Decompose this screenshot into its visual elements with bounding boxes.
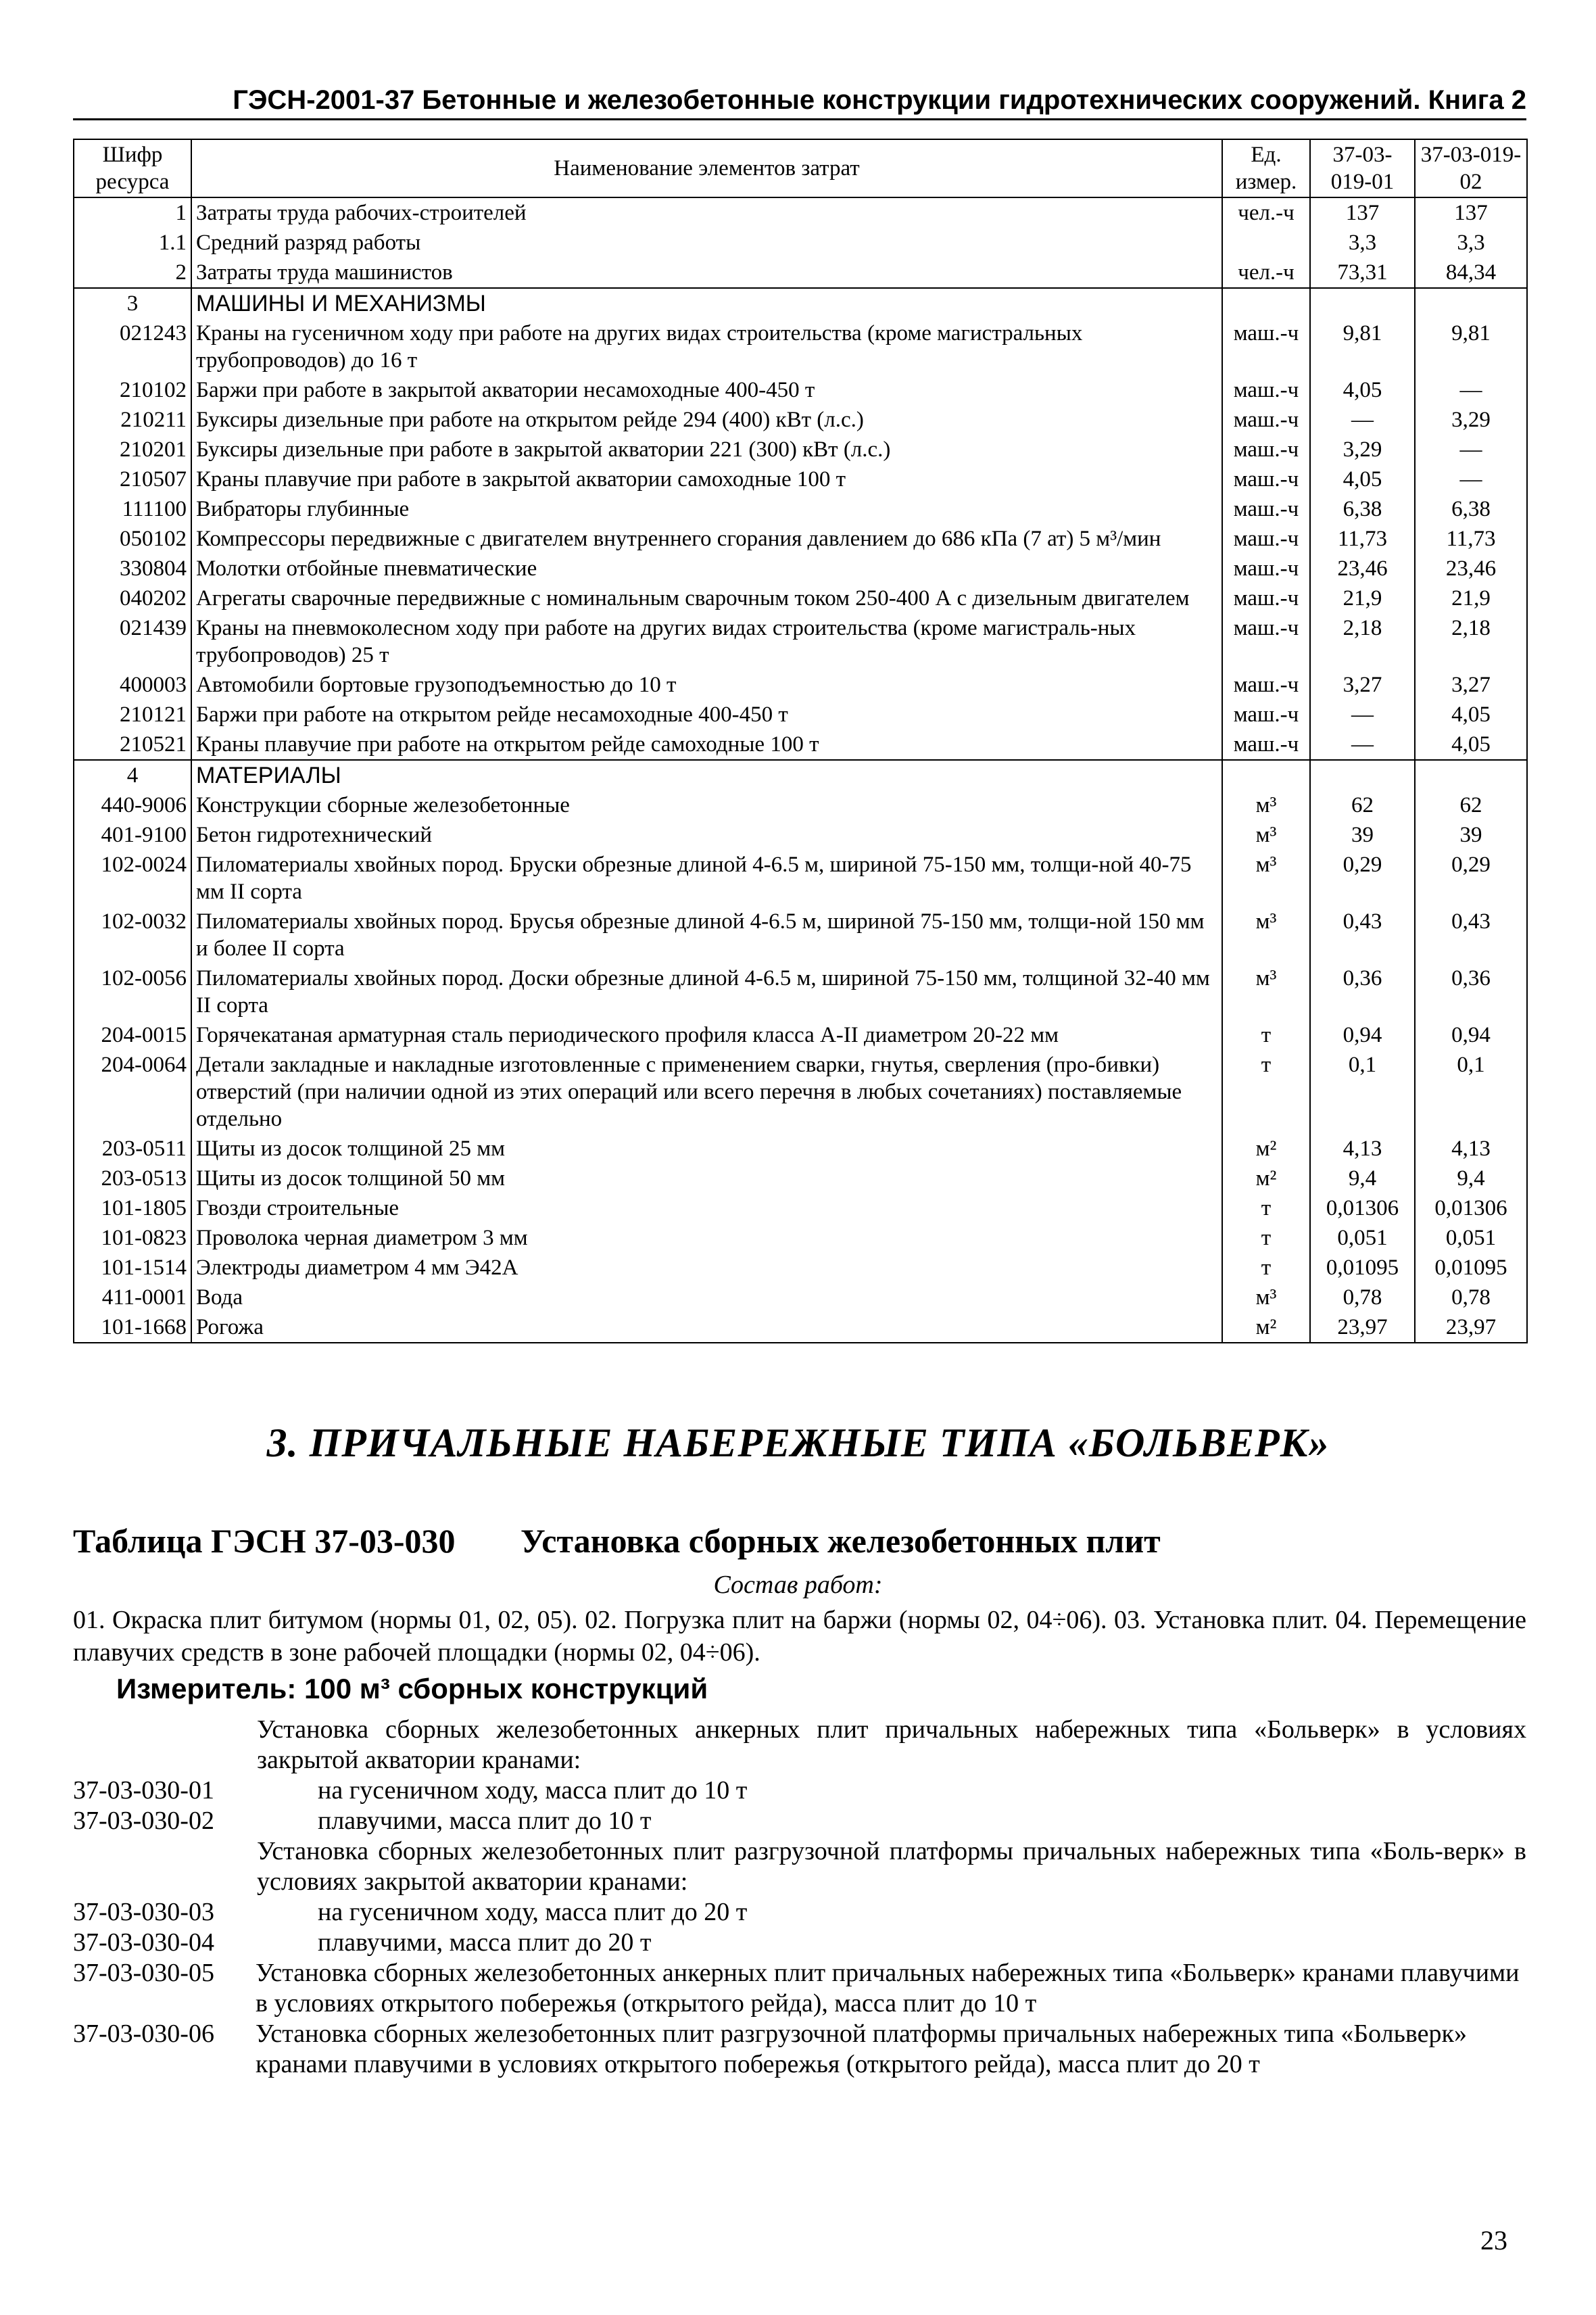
value-col1: 0,36 (1310, 963, 1415, 1020)
norm-code: 37-03-030-01 (73, 1776, 214, 1805)
resource-name: Затраты труда машинистов (191, 258, 1222, 288)
value-col1: 0,29 (1310, 850, 1415, 907)
table-row (74, 494, 1527, 524)
resource-unit: м² (1222, 1134, 1310, 1164)
resource-name: Конструкции сборные железобетонные (191, 790, 1222, 820)
resource-unit: маш.-ч (1222, 670, 1310, 700)
resource-code: 101-1805 (74, 1193, 191, 1223)
value-col2: 137 (1415, 197, 1527, 228)
value-col1: 0,94 (1310, 1020, 1415, 1050)
value-col2: 9,81 (1415, 318, 1527, 375)
norm-row (73, 1806, 1526, 1836)
norm-code: 37-03-030-03 (73, 1898, 214, 1926)
resource-unit: м³ (1222, 790, 1310, 820)
value-col1: 0,43 (1310, 907, 1415, 963)
table-row (74, 1134, 1527, 1164)
table-row (74, 405, 1527, 435)
norm-text: Установка сборных железобетонных анкерных плит причальных набережных типа «Больверк» кранами плавучими в условиях открытого побережья (открытого рейда), масса плит до 10 т (256, 1959, 1520, 2018)
resource-name: Пиломатериалы хвойных пород. Бруски обрезные длиной 4-6.5 м, шириной 75-150 мм, толщи-ной 40-75 мм II сорта (191, 850, 1222, 907)
resource-code: 210521 (74, 730, 191, 760)
resource-name: Буксиры дизельные при работе на открытом рейде 294 (400) кВт (л.с.) (191, 405, 1222, 435)
table-row (74, 228, 1527, 258)
value-col2: 0,051 (1415, 1223, 1527, 1253)
section-title: 3. ПРИЧАЛЬНЫЕ НАБЕРЕЖНЫЕ ТИПА «БОЛЬВЕРК» (266, 1421, 1330, 1465)
value-col1: 73,31 (1310, 258, 1415, 288)
norm-text: на гусеничном ходу, масса плит до 20 т (318, 1898, 748, 1926)
value-col2: 0,1 (1415, 1050, 1527, 1134)
resource-unit: м² (1222, 1312, 1310, 1343)
value-col1: 9,81 (1310, 318, 1415, 375)
resource-unit: маш.-ч (1222, 494, 1310, 524)
resource-code: 102-0024 (74, 850, 191, 907)
resource-name: Рогожа (191, 1312, 1222, 1343)
empty-cell (1415, 288, 1527, 318)
empty-cell (1310, 760, 1415, 790)
value-col1: 4,13 (1310, 1134, 1415, 1164)
table-row (74, 197, 1527, 228)
table-row (74, 700, 1527, 730)
value-col1: 39 (1310, 820, 1415, 850)
value-col2: 0,36 (1415, 963, 1527, 1020)
resource-name: Электроды диаметром 4 мм Э42А (191, 1253, 1222, 1283)
norm-group-1: Установка сборных железобетонных анкерных плит причальных набережных типа «Больверк» в условиях закрытой акватории кранами: (257, 1715, 1526, 1774)
table-row (74, 554, 1527, 583)
resource-code: 203-0513 (74, 1164, 191, 1193)
table-row (74, 1193, 1527, 1223)
section-number: 4 (74, 760, 191, 790)
resource-code: 210102 (74, 375, 191, 405)
resource-code: 400003 (74, 670, 191, 700)
resource-code: 210211 (74, 405, 191, 435)
table-row (74, 1164, 1527, 1193)
resource-name: Краны на гусеничном ходу при работе на других видах строительства (кроме магистральных трубопроводов) до 16 т (191, 318, 1222, 375)
resource-code: 050102 (74, 524, 191, 554)
value-col2: 2,18 (1415, 613, 1527, 670)
resource-code: 101-0823 (74, 1223, 191, 1253)
resource-unit: чел.-ч (1222, 197, 1310, 228)
table-row (74, 524, 1527, 554)
empty-cell (1222, 288, 1310, 318)
resource-name: Бетон гидротехнический (191, 820, 1222, 850)
value-col1: 23,97 (1310, 1312, 1415, 1343)
resource-code: 021243 (74, 318, 191, 375)
resource-unit: маш.-ч (1222, 405, 1310, 435)
value-col2: 84,34 (1415, 258, 1527, 288)
table-row (74, 464, 1527, 494)
resource-unit: т (1222, 1193, 1310, 1223)
value-col2: 11,73 (1415, 524, 1527, 554)
norm-row (73, 1958, 1526, 2019)
value-col2: 4,05 (1415, 700, 1527, 730)
value-col2: 4,13 (1415, 1134, 1527, 1164)
section-number: 3 (74, 288, 191, 318)
value-col1: 3,27 (1310, 670, 1415, 700)
resource-name: Баржи при работе в закрытой акватории несамоходные 400-450 т (191, 375, 1222, 405)
value-col1: 2,18 (1310, 613, 1415, 670)
value-col2: 23,46 (1415, 554, 1527, 583)
value-col2: 6,38 (1415, 494, 1527, 524)
norm-group-2: Установка сборных железобетонных плит разгрузочной платформы причальных набережных типа «Боль-верк» в условиях закрытой акватории кранами: (257, 1837, 1526, 1896)
empty-cell (1222, 760, 1310, 790)
resource-name: Краны плавучие при работе в закрытой акватории самоходные 100 т (191, 464, 1222, 494)
resource-unit: м³ (1222, 820, 1310, 850)
value-col1: 23,46 (1310, 554, 1415, 583)
value-col2: 62 (1415, 790, 1527, 820)
table-row (74, 820, 1527, 850)
norm-row (73, 1928, 1526, 1958)
table-label: Таблица ГЭСН 37-03-030 (73, 1522, 456, 1560)
value-col1: 137 (1310, 197, 1415, 228)
section-heading: МАТЕРИАЛЫ (191, 760, 1222, 790)
resource-code: 440-9006 (74, 790, 191, 820)
resource-name: Щиты из досок толщиной 25 мм (191, 1134, 1222, 1164)
page-header: ГЭСН-2001-37 Бетонные и железобетонные конструкции гидротехнических сооружений. Книга 2 (73, 80, 1526, 120)
resource-code: 021439 (74, 613, 191, 670)
resource-name: Проволока черная диаметром 3 мм (191, 1223, 1222, 1253)
norm-row (73, 2019, 1526, 2080)
resource-code: 111100 (74, 494, 191, 524)
table-row (74, 1312, 1527, 1343)
value-col1: 11,73 (1310, 524, 1415, 554)
table-row (74, 1283, 1527, 1312)
table-header-row (74, 139, 1527, 197)
table-title: Установка сборных железобетонных плит (521, 1522, 1161, 1560)
value-col2: — (1415, 464, 1527, 494)
value-col1: 0,01306 (1310, 1193, 1415, 1223)
resource-unit: маш.-ч (1222, 464, 1310, 494)
value-col2: 3,27 (1415, 670, 1527, 700)
resource-unit: маш.-ч (1222, 700, 1310, 730)
table-row (74, 907, 1527, 963)
norms-list (73, 1715, 1526, 2080)
composition-title: Состав работ: (713, 1571, 883, 1599)
value-col2: — (1415, 375, 1527, 405)
value-col2: 0,29 (1415, 850, 1527, 907)
value-col1: 0,1 (1310, 1050, 1415, 1134)
value-col2: 0,43 (1415, 907, 1527, 963)
value-col2: — (1415, 435, 1527, 464)
resource-unit: м³ (1222, 850, 1310, 907)
resource-unit: маш.-ч (1222, 375, 1310, 405)
table-row (74, 375, 1527, 405)
resource-name: Детали закладные и накладные изготовленные с применением сварки, гнутья, сверления (про-бивки) отверстий (при наличии одной из этих операций или всего перечня в любых сочетаниях) поставляемые отдельно (191, 1050, 1222, 1134)
table-row (74, 258, 1527, 288)
table-row (74, 613, 1527, 670)
resource-unit: м³ (1222, 1283, 1310, 1312)
value-col2: 9,4 (1415, 1164, 1527, 1193)
resource-name: Буксиры дизельные при работе в закрытой акватории 221 (300) кВт (л.с.) (191, 435, 1222, 464)
table-row (74, 850, 1527, 907)
page-number: 23 (1480, 2225, 1507, 2256)
norm-row (73, 1775, 1526, 1806)
resource-code: 1.1 (74, 228, 191, 258)
empty-cell (1310, 288, 1415, 318)
header-code: Шифр ресурса (74, 139, 191, 197)
resource-code: 101-1514 (74, 1253, 191, 1283)
table-row (74, 1223, 1527, 1253)
resource-unit: м³ (1222, 907, 1310, 963)
resource-name: Пиломатериалы хвойных пород. Доски обрезные длиной 4-6.5 м, шириной 75-150 мм, толщиной 32-40 мм II сорта (191, 963, 1222, 1020)
value-col1: 3,3 (1310, 228, 1415, 258)
meter-label: Измеритель: 100 м³ сборных конструкций (116, 1673, 708, 1704)
value-col2: 4,05 (1415, 730, 1527, 760)
resource-unit: маш.-ч (1222, 583, 1310, 613)
header-name: Наименование элементов затрат (191, 139, 1222, 197)
norm-row (73, 1897, 1526, 1928)
value-col2: 3,29 (1415, 405, 1527, 435)
table-row (74, 790, 1527, 820)
header-col2: 37-03-019-02 (1415, 139, 1527, 197)
resource-code: 1 (74, 197, 191, 228)
resource-code: 102-0056 (74, 963, 191, 1020)
resource-code: 203-0511 (74, 1134, 191, 1164)
table-row (74, 1020, 1527, 1050)
section-row (74, 760, 1527, 790)
resource-unit: м³ (1222, 963, 1310, 1020)
table-row (74, 1253, 1527, 1283)
resource-unit: маш.-ч (1222, 435, 1310, 464)
resource-name: Средний разряд работы (191, 228, 1222, 258)
value-col1: 6,38 (1310, 494, 1415, 524)
header-col1: 37-03-019-01 (1310, 139, 1415, 197)
value-col1: 0,051 (1310, 1223, 1415, 1253)
value-col1: 3,29 (1310, 435, 1415, 464)
value-col1: 9,4 (1310, 1164, 1415, 1193)
composition-text: 01. Окраска плит битумом (нормы 01, 02, 05). 02. Погрузка плит на баржи (нормы 02, 04÷06). 03. Установка плит. 04. Перемещение плавучих средств в зоне рабочей площадки (нормы 02, 04÷06). (73, 1606, 1526, 1667)
resource-code: 040202 (74, 583, 191, 613)
resource-table (73, 139, 1528, 1343)
resource-unit: маш.-ч (1222, 730, 1310, 760)
value-col1: 4,05 (1310, 464, 1415, 494)
value-col1: 4,05 (1310, 375, 1415, 405)
value-col1: — (1310, 700, 1415, 730)
resource-unit: маш.-ч (1222, 318, 1310, 375)
section-heading: МАШИНЫ И МЕХАНИЗМЫ (191, 288, 1222, 318)
norm-text: на гусеничном ходу, масса плит до 10 т (318, 1776, 748, 1805)
norm-code: 37-03-030-02 (73, 1807, 214, 1835)
value-col1: 21,9 (1310, 583, 1415, 613)
resource-unit: чел.-ч (1222, 258, 1310, 288)
resource-name: Компрессоры передвижные с двигателем внутреннего сгорания давлением до 686 кПа (7 ат) 5 м³/мин (191, 524, 1222, 554)
resource-unit: маш.-ч (1222, 524, 1310, 554)
resource-code: 102-0032 (74, 907, 191, 963)
table-row (74, 963, 1527, 1020)
table-row (74, 583, 1527, 613)
resource-unit: т (1222, 1020, 1310, 1050)
value-col1: 0,01095 (1310, 1253, 1415, 1283)
value-col2: 3,3 (1415, 228, 1527, 258)
resource-code: 210201 (74, 435, 191, 464)
norm-code: 37-03-030-05 (73, 1959, 214, 1987)
resource-name: Краны плавучие при работе на открытом рейде самоходные 100 т (191, 730, 1222, 760)
norm-code: 37-03-030-04 (73, 1928, 214, 1957)
resource-unit: маш.-ч (1222, 613, 1310, 670)
resource-unit: т (1222, 1050, 1310, 1134)
value-col2: 21,9 (1415, 583, 1527, 613)
resource-code: 401-9100 (74, 820, 191, 850)
resource-name: Молотки отбойные пневматические (191, 554, 1222, 583)
norm-text: плавучими, масса плит до 10 т (318, 1807, 652, 1835)
empty-cell (1415, 760, 1527, 790)
resource-name: Вода (191, 1283, 1222, 1312)
norm-text: плавучими, масса плит до 20 т (318, 1928, 652, 1957)
resource-code: 204-0064 (74, 1050, 191, 1134)
value-col1: — (1310, 730, 1415, 760)
table-row (74, 670, 1527, 700)
value-col1: 62 (1310, 790, 1415, 820)
resource-code: 210121 (74, 700, 191, 730)
table-row (74, 435, 1527, 464)
resource-name: Краны на пневмоколесном ходу при работе на других видах строительства (кроме магистраль-ных трубопроводов) 25 т (191, 613, 1222, 670)
norm-text: Установка сборных железобетонных плит разгрузочной платформы причальных набережных типа «Больверк» кранами плавучими в условиях открытого побережья (открытого рейда), масса плит до 20 т (256, 2020, 1467, 2078)
resource-code: 101-1668 (74, 1312, 191, 1343)
value-col1: 0,78 (1310, 1283, 1415, 1312)
resource-code: 204-0015 (74, 1020, 191, 1050)
resource-name: Баржи при работе на открытом рейде несамоходные 400-450 т (191, 700, 1222, 730)
resource-code: 411-0001 (74, 1283, 191, 1312)
resource-unit (1222, 228, 1310, 258)
norm-code: 37-03-030-06 (73, 2020, 214, 2048)
value-col2: 0,94 (1415, 1020, 1527, 1050)
resource-name: Вибраторы глубинные (191, 494, 1222, 524)
value-col1: — (1310, 405, 1415, 435)
resource-name: Агрегаты сварочные передвижные с номинальным сварочным током 250-400 А с дизельным двигателем (191, 583, 1222, 613)
table-body (74, 197, 1527, 1343)
resource-name: Гвозди строительные (191, 1193, 1222, 1223)
resource-unit: т (1222, 1253, 1310, 1283)
value-col2: 0,01095 (1415, 1253, 1527, 1283)
resource-name: Автомобили бортовые грузоподъемностью до 10 т (191, 670, 1222, 700)
resource-name: Пиломатериалы хвойных пород. Брусья обрезные длиной 4-6.5 м, шириной 75-150 мм, толщи-ной 150 мм и более II сорта (191, 907, 1222, 963)
resource-name: Щиты из досок толщиной 50 мм (191, 1164, 1222, 1193)
resource-code: 2 (74, 258, 191, 288)
resource-code: 210507 (74, 464, 191, 494)
table-row (74, 1050, 1527, 1134)
table-row (74, 318, 1527, 375)
header-unit: Ед. измер. (1222, 139, 1310, 197)
resource-name: Затраты труда рабочих-строителей (191, 197, 1222, 228)
value-col2: 0,78 (1415, 1283, 1527, 1312)
value-col2: 0,01306 (1415, 1193, 1527, 1223)
table-row (74, 730, 1527, 760)
resource-unit: м² (1222, 1164, 1310, 1193)
value-col2: 39 (1415, 820, 1527, 850)
resource-code: 330804 (74, 554, 191, 583)
resource-unit: маш.-ч (1222, 554, 1310, 583)
value-col2: 23,97 (1415, 1312, 1527, 1343)
section-row (74, 288, 1527, 318)
resource-name: Горячекатаная арматурная сталь периодического профиля класса А-II диаметром 20-22 мм (191, 1020, 1222, 1050)
resource-unit: т (1222, 1223, 1310, 1253)
